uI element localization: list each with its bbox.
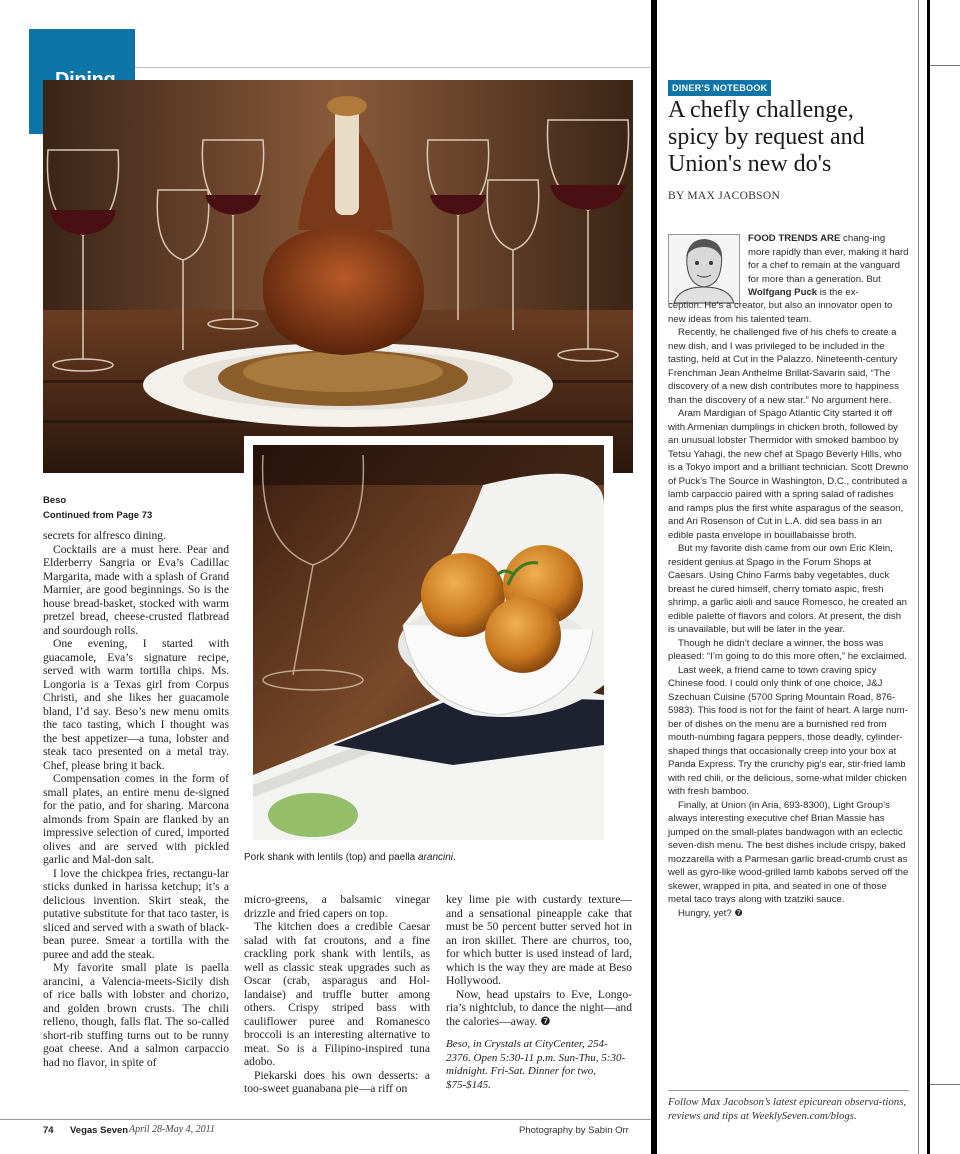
article-paragraph: My favorite small plate is paella arancini, a Valencia-meets-Sicily dish of rice balls with lobster and chorizo, and golden brown crusts. The chili relleno, though, falls flat. The so-called short-rib stuffing turns out to be runny goat cheese. And a salmon carpaccio had no flavor, in spite of xyxy=(43,961,229,1069)
article-column-1 xyxy=(43,529,229,1069)
article-paragraph: I love the chickpea fries, rectangu-lar sticks dunked in harissa ketchup; it’s a delicious invention. Skirt steak, the putative substitute for that taco taster, is sliced and served with a swath of black-bean puree. Smear a tortilla with the puree and add the steak. xyxy=(43,866,229,961)
intro-text: chang-ing more rapidly than ever, making it hard for a chef to remain at the vanguard for more than a generation. But xyxy=(748,233,909,285)
sidebar-border xyxy=(918,0,919,1154)
column-divider xyxy=(651,0,657,1154)
intro-name: Wolfgang Puck xyxy=(748,287,818,298)
article-column-3 xyxy=(446,893,632,1092)
intro-lead: FOOD TRENDS ARE xyxy=(748,233,841,244)
page-number: 74 xyxy=(43,1125,54,1136)
follow-note: Follow Max Jacobson’s latest epicurean observa-tions, reviews and tips at WeeklySeven.com/blogs. xyxy=(668,1096,907,1122)
magazine-name: Vegas Seven xyxy=(70,1125,129,1136)
sidebar-byline: BY MAX JACOBSON xyxy=(668,190,781,202)
next-page-rule xyxy=(930,1084,960,1085)
pork-shank-photo xyxy=(43,80,633,473)
article-paragraph: Compensation comes in the form of small plates, an entire menu de-signed for the patio, and for sharing. Marcona almonds from Spain are flanked by an impressive selection of cured, imported olives and are served with pickled garlic and Mal-don salt. xyxy=(43,772,229,866)
article-paragraph: Now, head upstairs to Eve, Longo-ria’s nightclub, to dance the night—and the calories—away. ❼ xyxy=(446,987,632,1028)
article-paragraph: key lime pie with custardy texture—and a sensational pineapple cake that must be 50 percent butter served hot in an iron skillet. There are churros, too, for which butter is used instead of lard, which is the way they are made at Beso Hollywood. xyxy=(446,893,632,987)
arancini-photo xyxy=(253,445,604,840)
sidebar-rule xyxy=(668,1090,909,1091)
article-paragraph: micro-greens, a balsamic vinegar drizzle and fried capers on top. xyxy=(244,893,430,920)
sidebar-paragraph: Last week, a friend came to town craving spicy Chinese food. I could only think of one choice, J&J Szechuan Cuisine (5700 Spring Mountain Road, 876-5983). This food is not for the faint of heart. A large num-ber of dishes on the menu are a burnished red from mouth-numbing fagara peppers, those deadly, cylinder-shaped things that occasionally creep into your box at Panda Express. Try the crunchy pig’s ear, stir-fried lamb with red chili, or the delicious, some-what milder chicken with fresh bamboo. xyxy=(668,664,908,797)
intro-end: is the ex- xyxy=(817,287,859,298)
article-paragraph: The kitchen does a credible Caesar salad with fat croutons, and a fine crackling pork shank with lentils, as well as classic steak upgrades such as Oscar (crab, asparagus and Hol-landaise) and truffle butter among others. Crispy striped bass with cauliflower puree and Romanesco broccoli is an interesting alternative to meat. So is a Filipino-inspired tuna adobo. xyxy=(244,920,430,1068)
beso-title: Beso xyxy=(43,495,67,506)
beso-header xyxy=(43,493,152,523)
sidebar-paragraph: Aram Mardigian of Spago Atlantic City started it off with Armenian dumplings in chicken broth, followed by an unusual lobster Thermidor with smoked bamboo by Tetsu Yahagi, the new chef at Spago Beverly Hills, who is a Tokyo import and a brilliant technician. Scott Drewno of Puck’s The Source in Washington, D.C., contributed a lamb carpaccio paired with a spring salad of radishes and ramps plus the first white asparagus of the season, and Ari Rosenson of Cut in L.A. did sea bass in an edible pasta envelope in bouillabaisse broth. xyxy=(668,408,909,541)
sidebar-paragraph: ception. He’s a creator, but also an innovator open to new ideas from his talented team. xyxy=(668,300,893,325)
article-paragraph: secrets for alfresco dining. xyxy=(43,529,166,542)
article-paragraph: Piekarski does his own desserts: a too-sweet guanabana pie—a riff on xyxy=(244,1068,430,1095)
issue-date: April 28-May 4, 2011 xyxy=(129,1124,215,1135)
sidebar-paragraph: Hungry, yet? ❼ xyxy=(678,907,743,919)
article-paragraph: Cocktails are a must here. Pear and Elderberry Sangria or Eva’s Cadillac Margarita, made with a splash of Grand Marnier, are good beginnings. So is the house bread-basket, stocked with warm pretzel bread, cheese-crusted flatbread and sourdough rolls. xyxy=(43,542,229,637)
next-page-rule xyxy=(930,65,960,66)
sidebar-paragraph: Though he didn’t declare a winner, the boss was pleased: “I’m going to do this more often,” he exclaimed. xyxy=(668,637,907,662)
footer-rule xyxy=(0,1119,651,1120)
sidebar-intro xyxy=(748,232,909,300)
next-page-bar xyxy=(927,0,930,1154)
sidebar-paragraph: Finally, at Union (in Aria, 693-8300), Light Group’s always interesting executive chef Brian Massie has jumped on the small-plates bandwagon with an eclectic seven-dish menu. The best dishes include crispy, baked mozzarella with a Parmesan garlic bread-crumb crust as well as gyro-like wood-grilled lamb kabobs served off the skewer, wrapped in pita, and seated in one of those metal taco trays along with tzatziki sauce. xyxy=(668,799,909,905)
next-page-edge xyxy=(925,0,960,1154)
sidebar-paragraph: Recently, he challenged five of his chefs to create a new dish, and I was privileged to be included in the tasting, held at Cut in the Palazzo. Nineteenth-century Frenchman Jean Anthelme Brillat-Savarin said, “The discovery of a new dish contributes more to happiness than the discovery of a new star.” No argument here. xyxy=(668,327,899,406)
article-column-2 xyxy=(244,893,430,1096)
sidebar-paragraph: But my favorite dish came from our own Eric Klein, resident genius at Spago in the Forum Shops at Caesars. Using Chino Farms baby vegetables, duck breast he cured himself, cherry tomato aspic, fresh shrimp, a garlic aioli and sauce Romesco, he created an edible palette of flavors and colors. At present, the dish is unavailable, but will be later in the year. xyxy=(668,543,907,635)
sidebar-title: A chefly challenge, spicy by request and Union's new do's xyxy=(668,97,865,177)
photo-caption xyxy=(244,852,456,863)
article-paragraph: One evening, I started with guacamole, Eva’s signature recipe, served with warm tortilla chips. Ms. Longoria is a Texas girl from Corpus Christi, and she likes her guacamole bland, I’d say. Beso’s new menu omits the taco tasting, which I thought was the best appetizer—a tuna, lobster and steak taco presented on a metal tray. Chef, please bring it back. xyxy=(43,637,229,772)
sidebar-body xyxy=(668,299,909,920)
restaurant-info: Beso, in Crystals at CityCenter, 254-2376. Open 5:30-11 p.m. Sun-Thu, 5:30-midnight. Fri-Sat. Dinner for two, $75-$145. xyxy=(446,1038,626,1091)
caption-italic: arancini xyxy=(417,852,454,863)
caption-end: . xyxy=(453,852,456,863)
caption-text: Pork shank with lentils (top) and paella xyxy=(244,852,418,863)
beso-continued: Continued from Page 73 xyxy=(43,510,153,521)
sidebar-badge: DINER'S NOTEBOOK xyxy=(668,80,771,96)
author-portrait xyxy=(668,234,740,304)
top-rule xyxy=(135,67,652,68)
photo-credit: Photography by Sabin Orr xyxy=(519,1125,629,1136)
